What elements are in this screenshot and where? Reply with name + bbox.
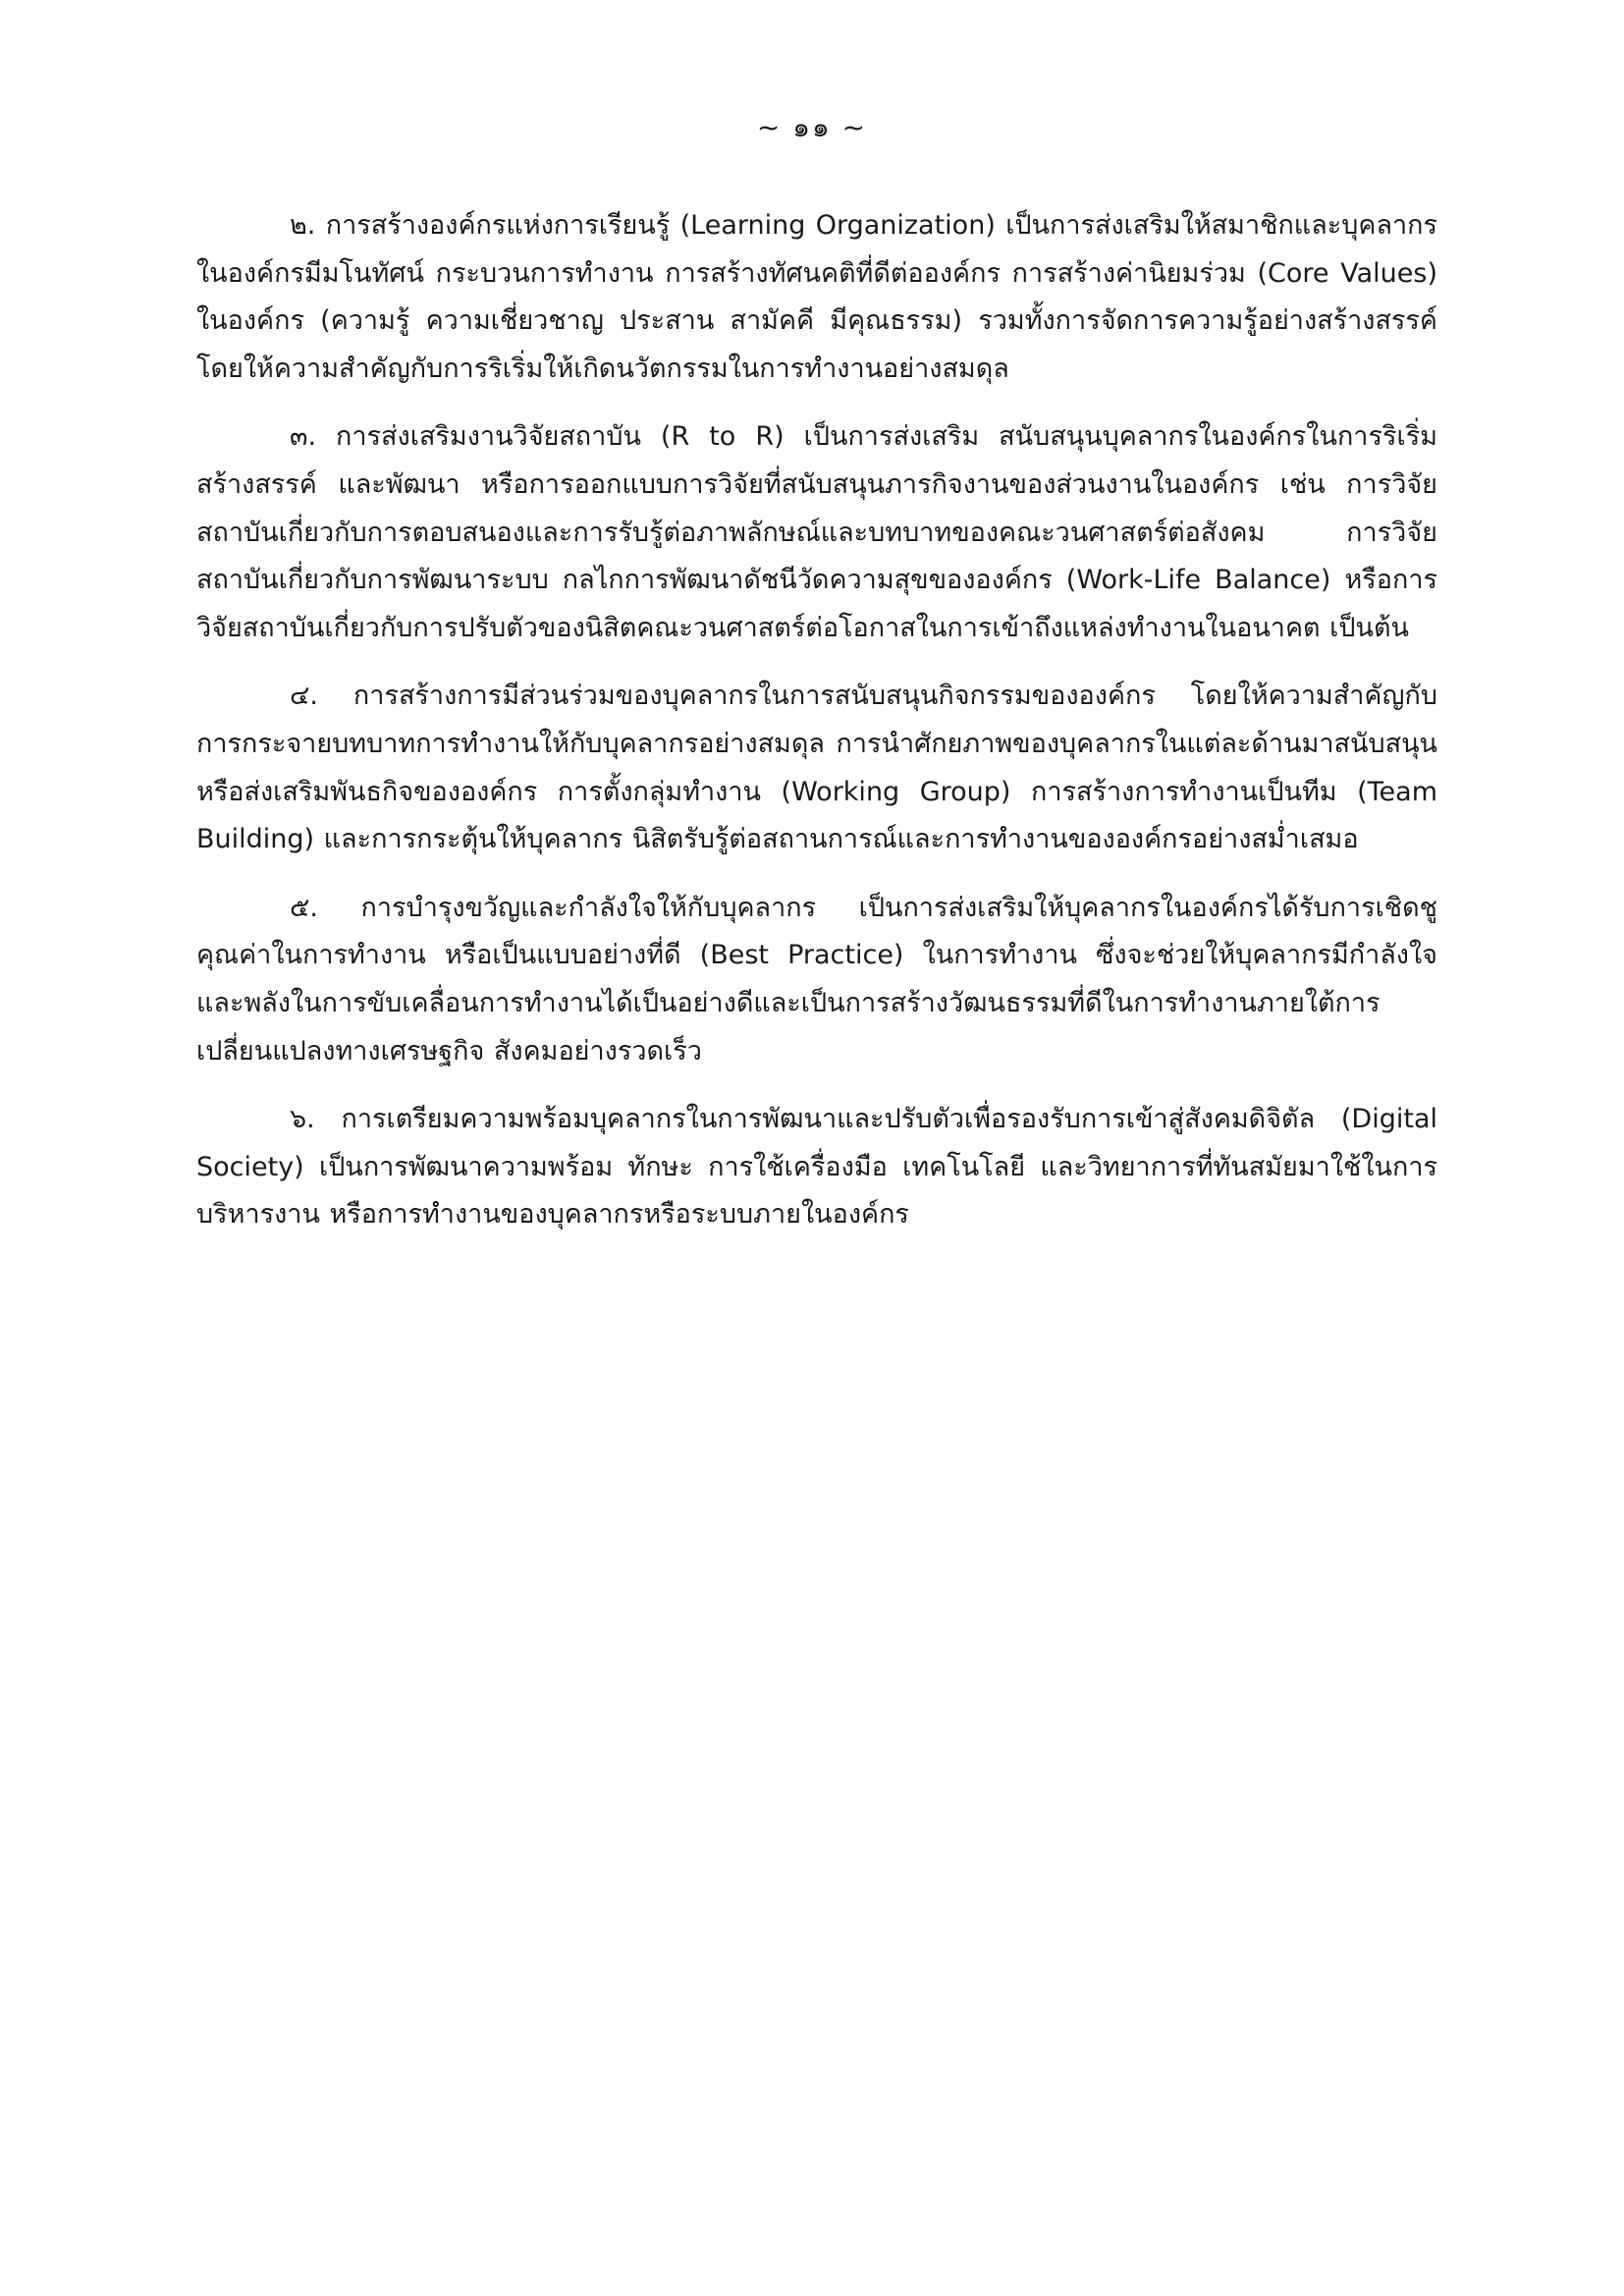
paragraph-item-5: ๕. การบำรุงขวัญและกำลังใจให้กับบุคลากร เป็นการส่งเสริมให้บุคลากรในองค์กรได้รับการเชิดชูคุณค่าในการทำงาน หรือเป็นแบบอย่างที่ดี (Best Practice) ในการทำงาน ซึ่งจะช่วยให้บุคลากรมีกำลังใจและพลังในการขับเคลื่อนการทำงานได้เป็นอย่างดีและเป็นการสร้างวัฒนธรรมที่ดีในการทำงานภายใต้การเปลี่ยนแปลงทางเศรษฐกิจ สังคมอย่างรวดเร็ว	[196, 892, 1437, 1066]
paragraph-item-3: ๓. การส่งเสริมงานวิจัยสถาบัน (R to R) เป็นการส่งเสริม สนับสนุนบุคลากรในองค์กรในการริเริ่มสร้างสรรค์ และพัฒนา หรือการออกแบบการวิจัยที่สนับสนุนภารกิจงานของส่วนงานในองค์กร เช่น การวิจัยสถาบันเกี่ยวกับการตอบสนองและการรับรู้ต่อภาพลักษณ์และบทบาทของคณะวนศาสตร์ต่อสังคม การวิจัยสถาบันเกี่ยวกับการพัฒนาระบบ กลไกการพัฒนาดัชนีวัดความสุขขององค์กร (Work-Life Balance) หรือการวิจัยสถาบันเกี่ยวกับการปรับตัวของนิสิตคณะวนศาสตร์ต่อโอกาสในการเข้าถึงแหล่งทำงานในอนาคต เป็นต้น	[196, 421, 1437, 643]
document-body	[196, 202, 1437, 1260]
paragraph-item-6: ๖. การเตรียมความพร้อมบุคลากรในการพัฒนาและปรับตัวเพื่อรองรับการเข้าสู่สังคมดิจิตัล (Digital Society) เป็นการพัฒนาความพร้อม ทักษะ การใช้เครื่องมือ เทคโนโลยี และวิทยาการที่ทันสมัยมาใช้ในการบริหารงาน หรือการทำงานของบุคลากรหรือระบบภายในองค์กร	[196, 1104, 1437, 1230]
paragraph-item-2: ๒. การสร้างองค์กรแห่งการเรียนรู้ (Learning Organization) เป็นการส่งเสริมให้สมาชิกและบุคลากรในองค์กรมีมโนทัศน์ กระบวนการทำงาน การสร้างทัศนคติที่ดีต่อองค์กร การสร้างค่านิยมร่วม (Core Values) ในองค์กร (ความรู้ ความเชี่ยวชาญ ประสาน สามัคคี มีคุณธรรม) รวมทั้งการจัดการความรู้อย่างสร้างสรรค์ โดยให้ความสำคัญกับการริเริ่มให้เกิดนวัตกรรมในการทำงานอย่างสมดุล	[196, 210, 1437, 384]
paragraph-item-4: ๔. การสร้างการมีส่วนร่วมของบุคลากรในการสนับสนุนกิจกรรมขององค์กร โดยให้ความสำคัญกับการกระจายบทบาทการทำงานให้กับบุคลากรอย่างสมดุล การนำศักยภาพของบุคลากรในแต่ละด้านมาสนับสนุนหรือส่งเสริมพันธกิจขององค์กร การตั้งกลุ่มทำงาน (Working Group) การสร้างการทำงานเป็นทีม (Team Building) และการกระตุ้นให้บุคลากร นิสิตรับรู้ต่อสถานการณ์และการทำงานขององค์กรอย่างสม่ำเสมอ	[196, 681, 1437, 855]
page-number: ~ ๑๑ ~	[756, 111, 868, 143]
